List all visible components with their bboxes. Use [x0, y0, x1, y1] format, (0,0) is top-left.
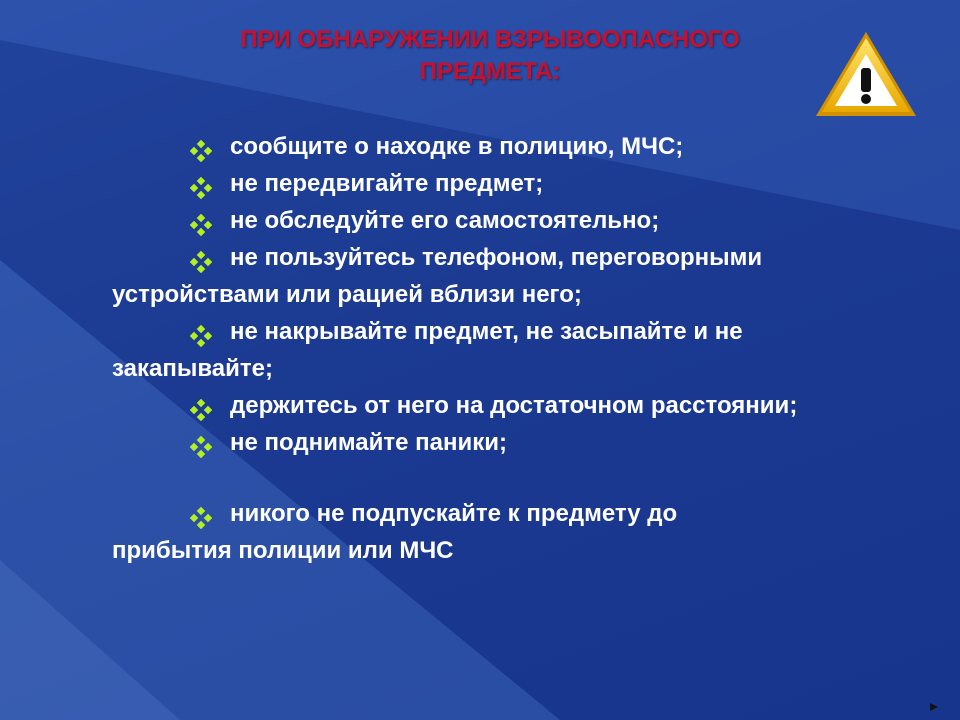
- warning-triangle-icon: [812, 28, 920, 124]
- list-item: [112, 128, 902, 165]
- list-item-text: сообщите о находке в полицию, МЧС;: [230, 133, 684, 160]
- list-item-text: не накрывайте предмет, не засыпайте и не: [230, 318, 743, 345]
- list-item: [112, 165, 902, 202]
- list-item-continuation: закапывайте;: [112, 355, 273, 382]
- list-item: [112, 424, 902, 461]
- instructions-list: [112, 128, 902, 569]
- list-item-text: никого не подпускайте к предмету до: [230, 500, 678, 527]
- next-slide-arrow-icon[interactable]: [929, 702, 939, 712]
- list-gap: [112, 461, 902, 495]
- title-line-1: ПРИ ОБНАРУЖЕНИИ ВЗРЫВООПАСНОГО: [240, 26, 740, 53]
- list-item-text: держитесь от него на достаточном расстоянии;: [230, 392, 798, 419]
- title-line-2: ПРЕДМЕТА:: [419, 58, 561, 85]
- list-item: [112, 495, 902, 569]
- list-item: [112, 313, 902, 387]
- list-item: [112, 202, 902, 239]
- list-item-text: не пользуйтесь телефоном, переговорными: [230, 244, 763, 271]
- list-item-continuation: прибытия полиции или МЧС: [112, 537, 454, 564]
- list-item: [112, 387, 902, 424]
- list-item-text: не передвигайте предмет;: [230, 170, 544, 197]
- list-item-text: не обследуйте его самостоятельно;: [230, 207, 660, 234]
- list-item-continuation: устройствами или рацией вблизи него;: [112, 281, 582, 308]
- list-item: [112, 239, 902, 313]
- page-title: [120, 24, 860, 88]
- list-item-text: не поднимайте паники;: [230, 429, 507, 456]
